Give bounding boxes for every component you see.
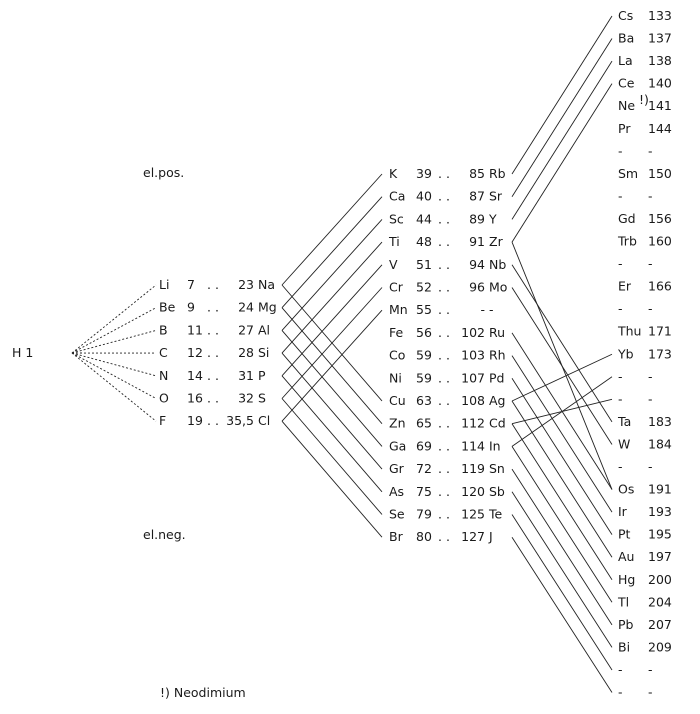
col5-symbol-blank: -	[618, 143, 623, 159]
col3-symbol-cu: Cu	[389, 393, 406, 408]
link-4-5-5-19	[512, 288, 612, 445]
col3-symbol-v: V	[389, 256, 398, 272]
electronegative-label: el.neg.	[143, 527, 186, 542]
col3-weight-as: 75	[416, 483, 432, 499]
link-2-3-2-2	[282, 219, 382, 330]
col5-weight-er: 166	[648, 278, 672, 294]
col4-weight-zr: 91	[469, 234, 485, 250]
col3-dots: . .	[438, 393, 450, 408]
col3-symbol-as: As	[389, 483, 405, 499]
col4-weight-in: 114	[461, 438, 485, 454]
col2-symbol-mg: Mg	[258, 299, 277, 315]
col4-symbol-rb: Rb	[489, 166, 506, 181]
col5-weight-blank: -	[648, 368, 653, 384]
col1-symbol-be: Be	[159, 299, 176, 315]
link-2-3-3-13	[282, 353, 382, 469]
col1-symbol-c: C	[159, 345, 168, 361]
col3-symbol-se: Se	[389, 506, 405, 522]
footnote-mark: !)	[639, 92, 649, 107]
col4-symbol-mo: Mo	[489, 279, 508, 295]
col2-weight-na: 23	[238, 277, 254, 292]
col3-dots: . .	[438, 211, 450, 227]
col1-weight-f: 19	[187, 413, 203, 429]
col5-symbol-hg: Hg	[618, 571, 636, 587]
link-4-5-4-18	[512, 265, 612, 422]
col1-dots: . .	[207, 413, 219, 429]
col2-weight-al: 27	[238, 322, 254, 338]
col5-weight-w: 184	[648, 436, 672, 452]
col1-weight-be: 9	[187, 299, 195, 315]
col5-symbol-blank: -	[618, 368, 623, 384]
col2-weight-s: 32	[238, 390, 254, 406]
hydrogen-label: H 1	[12, 345, 34, 360]
col3-symbol-zn: Zn	[389, 415, 406, 431]
col3-symbol-ti: Ti	[389, 234, 400, 250]
link-2-3-3-3	[282, 242, 382, 353]
col5-weight-bi: 209	[648, 639, 672, 655]
col5-weight-ne: 141	[648, 98, 672, 114]
col5-symbol-tl: Tl	[618, 594, 630, 610]
col5-symbol-la: La	[618, 53, 633, 69]
col3-weight-co: 59	[416, 347, 432, 363]
col5-weight-blank: -	[648, 188, 653, 204]
col5-weight-blank: -	[648, 459, 653, 474]
col3-dots: . .	[438, 166, 450, 181]
hydrogen-link-be	[72, 308, 156, 353]
col5-symbol-ba: Ba	[618, 30, 635, 46]
link-2-3-0-0	[282, 174, 382, 285]
col3-weight-mn: 55	[416, 302, 432, 318]
col1-symbol-f: F	[159, 413, 167, 429]
col4-symbol-cd: Cd	[489, 415, 506, 431]
col4-symbol-y: Y	[489, 211, 497, 227]
link-4-5-13-27	[512, 469, 612, 625]
col5-symbol-blank: -	[618, 684, 623, 700]
col3-dots: . .	[438, 529, 450, 545]
col3-weight-se: 79	[416, 506, 432, 522]
col5-weight-blank: -	[648, 301, 653, 317]
col1-weight-c: 12	[187, 345, 203, 361]
col3-symbol-fe: Fe	[389, 324, 404, 340]
link-4-5-12-16	[512, 377, 612, 447]
col3-symbol-gr: Gr	[389, 461, 404, 477]
col5-weight-pr: 144	[648, 120, 672, 136]
col4-weight-ag: 108	[461, 393, 485, 408]
hydrogen-link-f	[72, 353, 156, 421]
col3-dots: . .	[438, 370, 450, 386]
col5-weight-blank: -	[648, 661, 653, 677]
col5-symbol-w: W	[618, 436, 631, 452]
hydrogen-link-n	[72, 353, 156, 376]
link-2-3-4-14	[282, 376, 382, 492]
col3-weight-ga: 69	[416, 438, 432, 454]
col5-symbol-gd: Gd	[618, 210, 636, 226]
link-4-5-12-26	[512, 446, 612, 602]
link-4-5-8-22	[512, 356, 612, 512]
footnote-neodimium: !) Neodimium	[160, 685, 246, 700]
col4-weight-ru: 102	[461, 324, 485, 340]
col4-weight-rh: 103	[461, 347, 485, 363]
col5-symbol-blank: -	[618, 188, 623, 204]
col5-weight-pb: 207	[648, 616, 672, 632]
col4-symbol-j: J	[489, 529, 493, 545]
col5-symbol-pr: Pr	[618, 120, 631, 136]
link-4-5-0-0	[512, 16, 612, 174]
col1-symbol-o: O	[159, 390, 169, 406]
col5-weight-ce: 140	[648, 75, 672, 91]
col5-weight-blank: -	[648, 391, 653, 407]
col3-weight-ti: 48	[416, 234, 432, 250]
link-4-5-2-2	[512, 61, 612, 219]
col5-symbol-ce: Ce	[618, 75, 635, 91]
col4-weight-y: 89	[469, 211, 485, 227]
col5-weight-blank: -	[648, 684, 653, 700]
link-4-5-14-28	[512, 492, 612, 648]
col1-dots: . .	[207, 277, 219, 292]
col3-weight-cr: 52	[416, 279, 432, 295]
col4-weight-blank: -	[480, 302, 485, 318]
col3-symbol-k: K	[389, 166, 398, 181]
col5-weight-os: 191	[648, 481, 672, 497]
col3-symbol-br: Br	[389, 529, 403, 545]
col3-weight-br: 80	[416, 529, 432, 545]
link-4-5-11-25	[512, 424, 612, 580]
col2-weight-mg: 24	[238, 299, 254, 315]
col5-symbol-blank: -	[618, 301, 623, 317]
col5-weight-trb: 160	[648, 233, 672, 249]
col3-weight-fe: 56	[416, 324, 432, 340]
col5-weight-blank: -	[648, 143, 653, 159]
col3-symbol-sc: Sc	[389, 211, 404, 227]
col4-weight-rb: 85	[469, 166, 485, 181]
col5-weight-blank: -	[648, 256, 653, 272]
link-4-5-1-1	[512, 39, 612, 197]
col4-weight-sr: 87	[469, 188, 485, 204]
col5-symbol-er: Er	[618, 278, 632, 294]
col4-weight-j: 127	[461, 529, 485, 545]
link-4-5-10-15	[512, 354, 612, 401]
col4-symbol-sn: Sn	[489, 461, 505, 477]
col5-weight-ta: 183	[648, 413, 672, 429]
col1-dots: . .	[207, 390, 219, 406]
col3-weight-gr: 72	[416, 461, 432, 477]
col4-weight-pd: 107	[461, 370, 485, 386]
col3-weight-k: 39	[416, 166, 432, 181]
col1-dots: . .	[207, 322, 219, 338]
col1-weight-n: 14	[187, 367, 203, 383]
col5-symbol-blank: -	[618, 459, 623, 474]
col4-weight-nb: 94	[469, 256, 485, 272]
col1-weight-li: 7	[187, 277, 195, 292]
col5-symbol-yb: Yb	[618, 346, 634, 362]
col3-dots: . .	[438, 483, 450, 499]
col5-symbol-os: Os	[618, 481, 635, 497]
col2-weight-p: 31	[238, 367, 254, 383]
col5-symbol-cs: Cs	[618, 8, 634, 23]
col2-symbol-cl: Cl	[258, 413, 271, 429]
col2-symbol-al: Al	[258, 322, 271, 338]
col5-symbol-au: Au	[618, 549, 635, 565]
col2-symbol-s: S	[258, 390, 266, 406]
col5-weight-cs: 133	[648, 8, 672, 23]
electropositive-label: el.pos.	[143, 165, 185, 180]
col2-weight-cl: 35,5	[226, 413, 254, 429]
col5-weight-la: 138	[648, 53, 672, 69]
link-2-3-0-10	[282, 285, 382, 401]
col3-symbol-ca: Ca	[389, 188, 406, 204]
col5-symbol-ne: Ne	[618, 98, 636, 114]
link-4-5-16-30	[512, 537, 612, 692]
col3-weight-zn: 65	[416, 415, 432, 431]
col3-symbol-ga: Ga	[389, 438, 407, 454]
col4-weight-sn: 119	[461, 461, 485, 477]
link-2-3-2-12	[282, 330, 382, 446]
col3-weight-sc: 44	[416, 211, 432, 227]
col3-dots: . .	[438, 461, 450, 477]
col5-symbol-bi: Bi	[618, 639, 631, 655]
col5-symbol-blank: -	[618, 661, 623, 677]
link-4-5-15-29	[512, 515, 612, 670]
col1-weight-o: 16	[187, 390, 203, 406]
col2-symbol-p: P	[258, 367, 266, 383]
link-2-3-1-1	[282, 197, 382, 308]
col3-symbol-mn: Mn	[389, 302, 408, 318]
col5-weight-au: 197	[648, 549, 672, 565]
col4-symbol-pd: Pd	[489, 370, 505, 386]
col4-weight-mo: 96	[469, 279, 485, 295]
col4-symbol-blank: -	[489, 302, 494, 318]
link-4-5-3-3	[512, 84, 612, 242]
hydrogen-link-li	[72, 285, 156, 353]
col3-symbol-cr: Cr	[389, 279, 403, 295]
col4-symbol-te: Te	[489, 506, 503, 522]
col5-weight-sm: 150	[648, 165, 672, 181]
col5-symbol-sm: Sm	[618, 165, 639, 181]
col3-weight-cu: 63	[416, 393, 432, 408]
col3-dots: . .	[438, 256, 450, 272]
col4-symbol-ru: Ru	[489, 324, 506, 340]
col5-symbol-pb: Pb	[618, 616, 634, 632]
col3-symbol-ni: Ni	[389, 370, 402, 386]
col2-symbol-na: Na	[258, 277, 276, 292]
col3-dots: . .	[438, 279, 450, 295]
col3-dots: . .	[438, 347, 450, 363]
col4-symbol-sb: Sb	[489, 483, 505, 499]
col5-weight-pt: 195	[648, 526, 672, 542]
col1-dots: . .	[207, 299, 219, 315]
col3-weight-v: 51	[416, 256, 432, 272]
col5-symbol-trb: Trb	[618, 233, 637, 249]
col5-symbol-pt: Pt	[618, 526, 631, 542]
col4-symbol-rh: Rh	[489, 347, 506, 363]
col3-dots: . .	[438, 188, 450, 204]
link-4-5-9-23	[512, 378, 612, 534]
link-2-3-4-4	[282, 265, 382, 376]
col5-symbol-blank: -	[618, 256, 623, 272]
col5-weight-yb: 173	[648, 346, 672, 362]
col2-weight-si: 28	[238, 345, 254, 361]
col4-symbol-in: In	[489, 438, 501, 454]
col3-weight-ca: 40	[416, 188, 432, 204]
hydrogen-link-b	[72, 330, 156, 353]
col1-symbol-li: Li	[159, 277, 170, 292]
col1-dots: . .	[207, 345, 219, 361]
col5-weight-gd: 156	[648, 210, 672, 226]
hydrogen-link-o	[72, 353, 156, 399]
link-2-3-6-16	[282, 421, 382, 537]
col3-dots: . .	[438, 234, 450, 250]
col5-weight-ir: 193	[648, 504, 672, 520]
col3-symbol-co: Co	[389, 347, 406, 363]
col3-dots: . .	[438, 302, 450, 318]
col4-weight-cd: 112	[461, 415, 485, 431]
col4-symbol-sr: Sr	[489, 188, 503, 204]
col2-symbol-si: Si	[258, 345, 270, 361]
col5-symbol-blank: -	[618, 391, 623, 407]
col3-dots: . .	[438, 438, 450, 454]
col3-dots: . .	[438, 415, 450, 431]
col4-weight-sb: 120	[461, 483, 485, 499]
col5-symbol-ta: Ta	[618, 413, 632, 429]
col1-dots: . .	[207, 367, 219, 383]
col5-symbol-thu: Thu	[618, 323, 642, 339]
col5-weight-ba: 137	[648, 30, 672, 46]
col1-weight-b: 11	[187, 322, 203, 338]
col4-symbol-zr: Zr	[489, 234, 503, 250]
link-4-5-10-24	[512, 401, 612, 557]
col3-dots: . .	[438, 506, 450, 522]
link-2-3-5-15	[282, 399, 382, 515]
col3-weight-ni: 59	[416, 370, 432, 386]
col1-symbol-n: N	[159, 367, 169, 383]
col4-symbol-nb: Nb	[489, 256, 507, 272]
link-2-3-1-11	[282, 308, 382, 424]
col4-symbol-ag: Ag	[489, 393, 506, 408]
col5-weight-hg: 200	[648, 571, 672, 587]
col5-weight-tl: 204	[648, 594, 672, 610]
col1-symbol-b: B	[159, 322, 168, 338]
col5-weight-thu: 171	[648, 323, 672, 339]
col5-symbol-ir: Ir	[618, 504, 627, 520]
col4-weight-te: 125	[461, 506, 485, 522]
col3-dots: . .	[438, 324, 450, 340]
